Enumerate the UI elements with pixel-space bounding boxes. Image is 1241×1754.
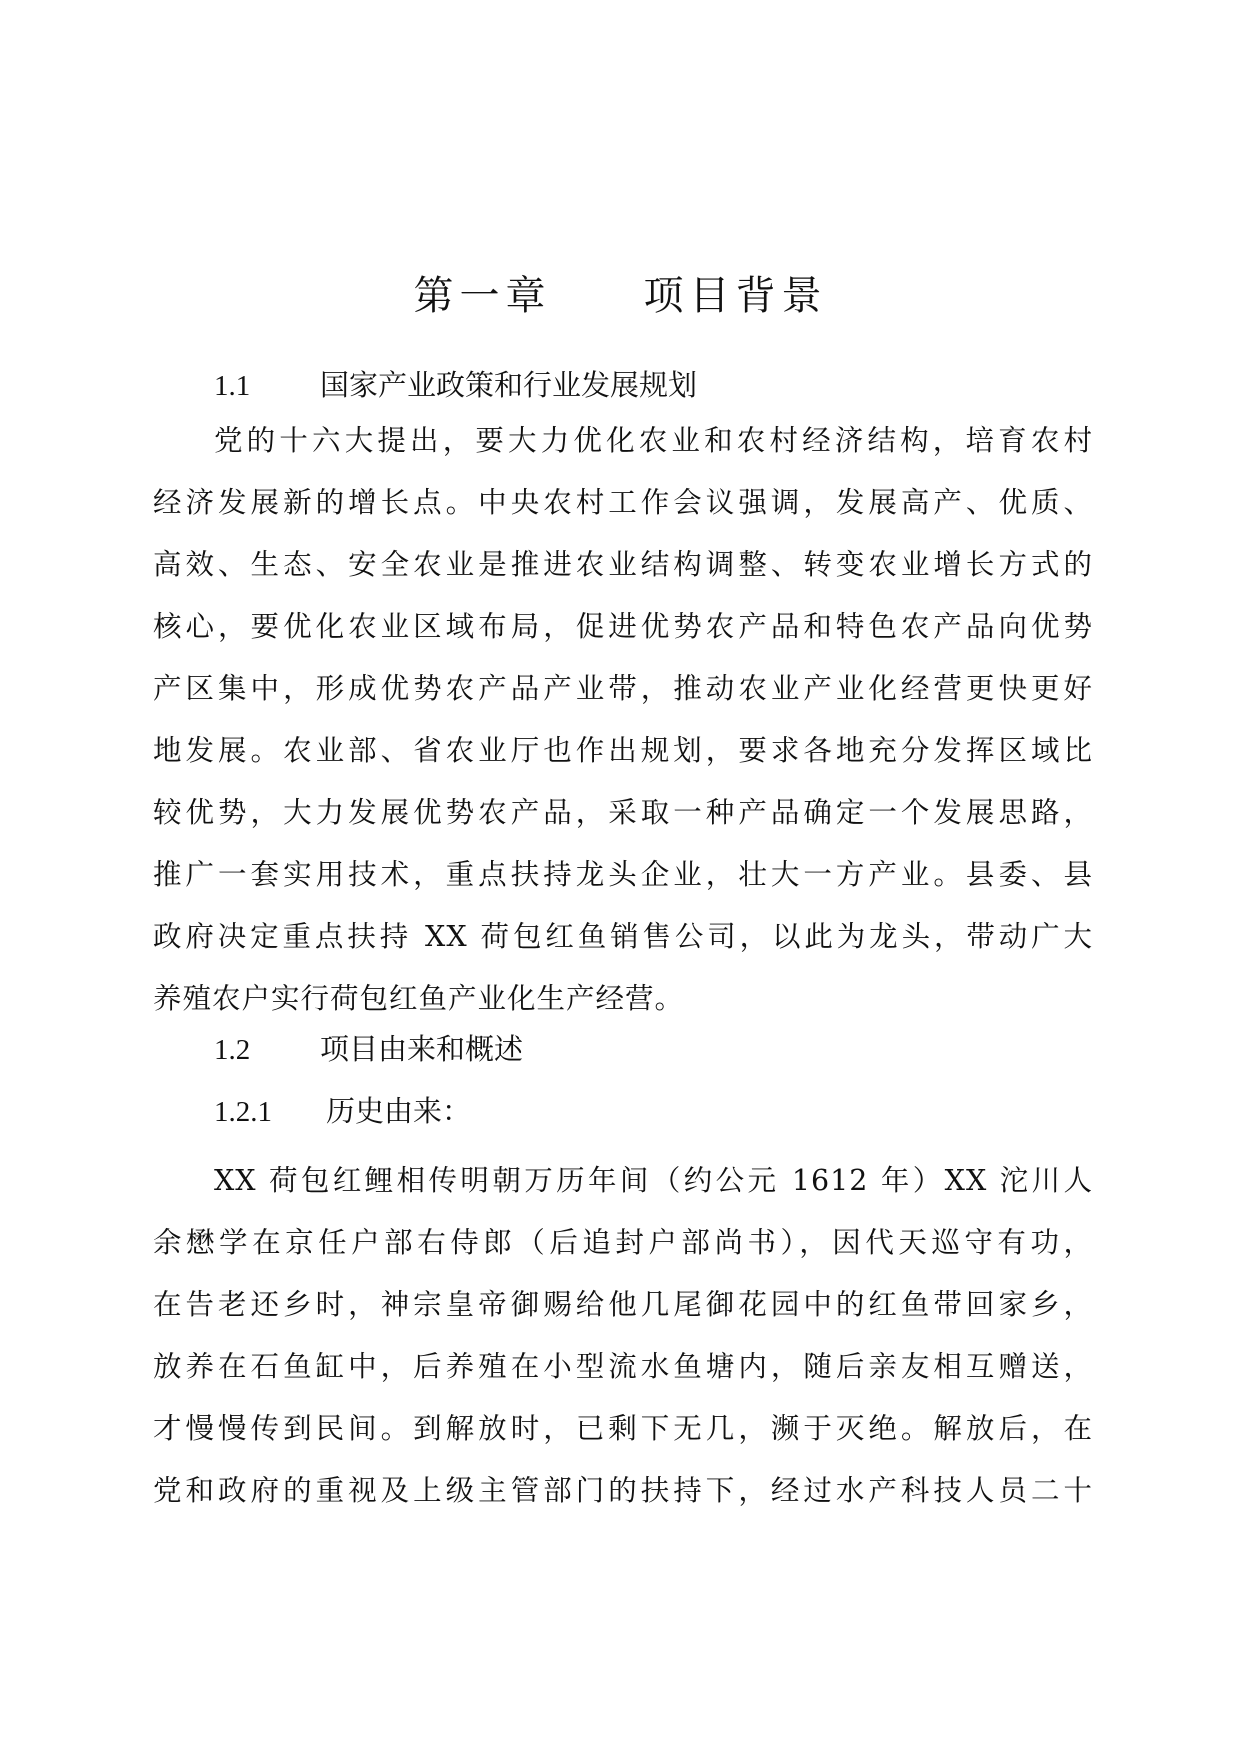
paragraph-history bbox=[153, 1150, 1093, 1522]
chapter-title: 第一章 项目背景 bbox=[413, 273, 828, 319]
paragraph-line: 在告老还乡时，神宗皇帝御赐给他几尾御花园中的红鱼带回家乡， bbox=[153, 1288, 1093, 1321]
section-title: 历史由来： bbox=[326, 1094, 472, 1128]
section-number: 1.2.1 bbox=[214, 1096, 272, 1128]
section-title: 项目由来和概述 bbox=[320, 1032, 524, 1066]
section-title: 国家产业政策和行业发展规划 bbox=[320, 368, 698, 402]
paragraph-line: 地发展。农业部、省农业厅也作出规划，要求各地充分发挥区域比 bbox=[153, 734, 1093, 767]
paragraph-line: 余懋学在京任户部右侍郎（后追封户部尚书），因代天巡守有功， bbox=[153, 1226, 1093, 1259]
paragraph-line: 放养在石鱼缸中，后养殖在小型流水鱼塘内，随后亲友相互赠送， bbox=[153, 1350, 1093, 1383]
section-heading-1-1 bbox=[214, 363, 697, 408]
paragraph-line: 政府决定重点扶持 XX 荷包红鱼销售公司，以此为龙头，带动广大 bbox=[153, 920, 1093, 953]
section-number: 1.1 bbox=[214, 370, 251, 402]
paragraph-line: 较优势，大力发展优势农产品，采取一种产品确定一个发展思路， bbox=[153, 796, 1093, 829]
section-number: 1.2 bbox=[214, 1034, 251, 1066]
paragraph-line: 高效、生态、安全农业是推进农业结构调整、转变农业增长方式的 bbox=[153, 548, 1093, 581]
section-heading-1-2 bbox=[214, 1027, 523, 1072]
paragraph-policy bbox=[153, 410, 1093, 1030]
paragraph-line: 养殖农户实行荷包红鱼产业化生产经营。 bbox=[153, 982, 685, 1015]
section-heading-1-2-1 bbox=[214, 1089, 471, 1134]
paragraph-line: 党和政府的重视及上级主管部门的扶持下，经过水产科技人员二十 bbox=[153, 1474, 1093, 1507]
paragraph-line: 推广一套实用技术，重点扶持龙头企业，壮大一方产业。县委、县 bbox=[153, 858, 1093, 891]
paragraph-line: 才慢慢传到民间。到解放时，已剩下无几，濒于灭绝。解放后，在 bbox=[153, 1412, 1093, 1445]
paragraph-line: 经济发展新的增长点。中央农村工作会议强调，发展高产、优质、 bbox=[153, 486, 1093, 519]
paragraph-line: 党的十六大提出，要大力优化农业和农村经济结构，培育农村 bbox=[214, 424, 1093, 457]
paragraph-line: XX 荷包红鲤相传明朝万历年间（约公元 1612 年）XX 沱川人 bbox=[214, 1164, 1093, 1197]
paragraph-line: 核心，要优化农业区域布局，促进优势农产品和特色农产品向优势 bbox=[153, 610, 1093, 643]
paragraph-line: 产区集中，形成优势农产品产业带，推动农业产业化经营更快更好 bbox=[153, 672, 1093, 705]
